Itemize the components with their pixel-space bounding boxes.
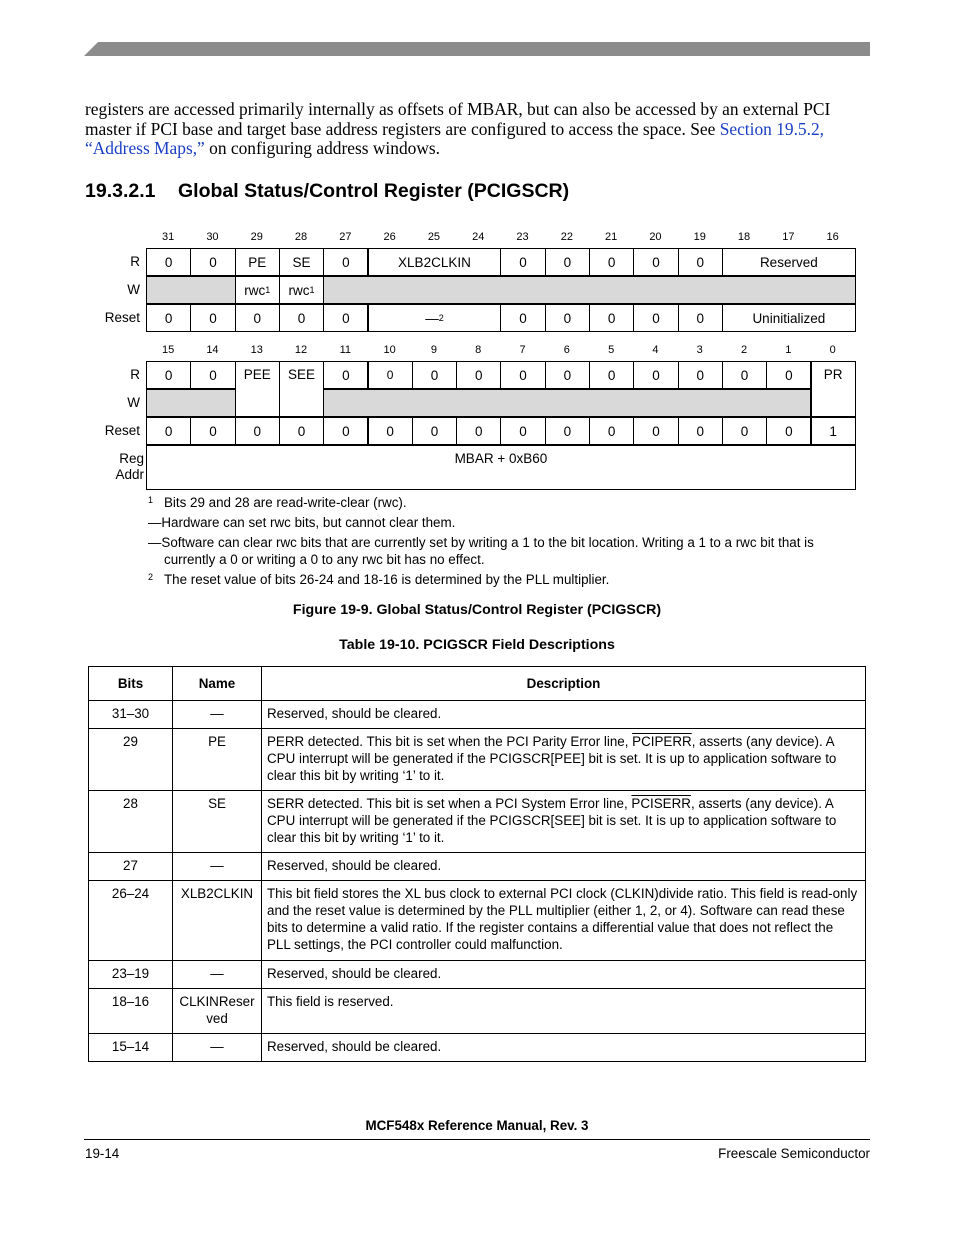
- write-reserved: [323, 276, 856, 304]
- bit-number: 11: [339, 344, 352, 356]
- reset-field: 0: [279, 417, 324, 445]
- write-rwc-pe: rwc 1: [235, 276, 280, 304]
- cell-description: SERR detected. This bit is set when a PCI System Error line, PCISERR, asserts (any device). A CPU interrupt will be generated if the PCIGSCR[SEE] bit is set. It is up to application software to clear this bit by writing ‘1’ to it.: [262, 791, 866, 853]
- read-field: 0: [456, 361, 501, 389]
- bit-number: 31: [162, 231, 175, 243]
- cell-description: Reserved, should be cleared.: [262, 701, 866, 729]
- write-reserved: [323, 389, 811, 417]
- table-row: [89, 961, 866, 989]
- bit-number: 17: [782, 231, 795, 243]
- reset-field: 0: [456, 417, 501, 445]
- bit-number: 23: [516, 231, 529, 243]
- bit-number: 27: [339, 231, 352, 243]
- read-field: XLB2CLKIN: [368, 248, 502, 276]
- reset-field: 0: [235, 417, 280, 445]
- figure-note: [148, 571, 858, 588]
- reset-field: 0: [190, 417, 235, 445]
- company-name: Freescale Semiconductor: [718, 1146, 870, 1161]
- row-label-read: R: [130, 367, 140, 382]
- bit-number: 20: [649, 231, 662, 243]
- read-field: 0: [323, 361, 368, 389]
- footer-title: MCF548x Reference Manual, Rev. 3: [365, 1118, 589, 1133]
- reset-field: 0: [678, 417, 723, 445]
- read-field: 0: [146, 248, 191, 276]
- cell-name: SE: [173, 791, 262, 853]
- section-number: 19.3.2.1: [85, 180, 156, 202]
- read-field: 0: [368, 361, 413, 389]
- cell-bits: 23–19: [89, 961, 173, 989]
- cell-name: —: [173, 1034, 262, 1062]
- register-address: MBAR + 0xB60: [146, 445, 856, 490]
- reset-field: 1: [811, 417, 856, 445]
- note-text: The reset value of bits 26-24 and 18-16 is determined by the PLL multiplier.: [164, 572, 610, 587]
- reset-field: 0: [412, 417, 457, 445]
- read-field: PEE: [235, 361, 280, 417]
- section-link[interactable]: Section 19.5.2, “Address Maps,”: [85, 118, 825, 158]
- table-header-row: [89, 667, 866, 701]
- read-field: PR: [811, 361, 856, 417]
- cell-description: PERR detected. This bit is set when the PCI Parity Error line, PCIPERR, asserts (any device). A CPU interrupt will be generated if the PCIGSCR[PEE] bit is set. It is up to application software to clear this bit by writing ‘1’ to it.: [262, 729, 866, 791]
- reset-field: 0: [323, 304, 368, 332]
- reset-field: 0: [235, 304, 280, 332]
- row-label-reset: Reset: [104, 310, 140, 325]
- bit-number: 9: [430, 344, 437, 356]
- write-rwc-se: rwc 1: [279, 276, 324, 304]
- bit-number: 29: [250, 231, 263, 243]
- reset-field: 0: [323, 417, 368, 445]
- reset-field: 0: [722, 417, 767, 445]
- reset-field: 0: [766, 417, 811, 445]
- row-label-reset: Reset: [104, 423, 140, 438]
- cell-bits: 26–24: [89, 881, 173, 961]
- read-field: PE: [235, 248, 280, 276]
- read-field: SEE: [279, 361, 324, 417]
- write-reserved: [146, 276, 236, 304]
- bit-number: 7: [519, 344, 526, 356]
- cell-name: XLB2CLKIN: [173, 881, 262, 961]
- row-label-read: R: [130, 254, 140, 269]
- read-field: 0: [722, 361, 767, 389]
- bit-number: 5: [608, 344, 615, 356]
- figure-note: [148, 534, 858, 568]
- table-row: [89, 853, 866, 881]
- cell-bits: 18–16: [89, 989, 173, 1034]
- table-row: [89, 1034, 866, 1062]
- bit-number: 28: [294, 231, 308, 243]
- reset-field: 0: [545, 417, 590, 445]
- reset-field: 0: [678, 304, 723, 332]
- read-field: 0: [146, 361, 191, 389]
- cell-description: This bit field stores the XL bus clock to external PCI clock (CLKIN)divide ratio. This field is read-only and the reset value is determined by the PLL multiplier (either 1, 2, or 4). Software can read these bits to determine a valid ratio. If the register contains a differential value that does not reflect the PLL settings, the PCI controller could malfunction.: [262, 881, 866, 961]
- bit-number: 19: [693, 231, 706, 243]
- note-marker: 1: [148, 495, 154, 505]
- cell-name: CLKINReser ved: [173, 989, 262, 1034]
- read-field: Reserved: [722, 248, 856, 276]
- reset-field: 0: [146, 304, 191, 332]
- cell-description: Reserved, should be cleared.: [262, 853, 866, 881]
- reset-field: 0: [500, 417, 545, 445]
- read-field: 0: [190, 248, 235, 276]
- intro-paragraph: registers are accessed primarily internally as offsets of MBAR, but can also be accessed by an external PCI master if PCI base and target base address registers are configured to access the space. See Section 19.5.2, “Address Maps,” on configuring address windows.: [85, 99, 831, 158]
- footer-divider: [84, 1139, 870, 1140]
- cell-bits: 29: [89, 729, 173, 791]
- read-field: 0: [412, 361, 457, 389]
- cell-name: PE: [173, 729, 262, 791]
- read-field: 0: [545, 361, 590, 389]
- bit-number: 1: [785, 344, 792, 356]
- reset-field: Uninitialized: [722, 304, 856, 332]
- bit-number: 15: [162, 344, 175, 356]
- note-text: Bits 29 and 28 are read-write-clear (rwc).: [164, 495, 407, 510]
- reset-field: 0: [589, 417, 634, 445]
- note-text: —Software can clear rwc bits that are currently set by writing a 1 to the bit location. Writing a 1 to a rwc bit that is currently a 0 or writing a 0 to any rwc bit has no effect.: [148, 535, 814, 567]
- column-header-name: Name: [173, 667, 262, 701]
- column-header-description: Description: [262, 667, 866, 701]
- reset-field: 0: [368, 417, 413, 445]
- cell-bits: 15–14: [89, 1034, 173, 1062]
- register-diagram: [0, 0, 954, 500]
- bit-number: 4: [652, 344, 659, 356]
- cell-bits: 27: [89, 853, 173, 881]
- read-field: 0: [190, 361, 235, 389]
- cell-description: Reserved, should be cleared.: [262, 961, 866, 989]
- figure-caption: Figure 19-9. Global Status/Control Register (PCIGSCR): [292, 602, 662, 618]
- read-field: 0: [633, 361, 678, 389]
- read-field: 0: [589, 248, 634, 276]
- reset-field: 0: [146, 417, 191, 445]
- table-row: [89, 881, 866, 961]
- bit-number: 14: [206, 344, 219, 356]
- reset-field: 0: [545, 304, 590, 332]
- bit-number: 0: [829, 344, 836, 356]
- bit-number: 12: [294, 344, 308, 356]
- cell-bits: 31–30: [89, 701, 173, 729]
- reset-field: 0: [500, 304, 545, 332]
- bit-number: 18: [737, 231, 751, 243]
- bit-number: 22: [560, 231, 573, 243]
- bit-number: 6: [563, 344, 570, 356]
- bit-number: 2: [740, 344, 748, 356]
- row-label-write: W: [127, 395, 140, 410]
- bit-number: 30: [206, 231, 219, 243]
- reset-field: 0: [190, 304, 235, 332]
- row-label-addr: Addr: [115, 467, 144, 482]
- table-row: [89, 791, 866, 853]
- bit-number: 24: [472, 231, 485, 243]
- read-field: 0: [678, 361, 723, 389]
- reset-field: 0: [633, 417, 678, 445]
- figure-notes: [148, 494, 858, 591]
- table-row: [89, 989, 866, 1034]
- note-text: —Hardware can set rwc bits, but cannot clear them.: [148, 515, 456, 530]
- read-field: 0: [500, 361, 545, 389]
- cell-bits: 28: [89, 791, 173, 853]
- read-field: 0: [678, 248, 723, 276]
- read-field: 0: [633, 248, 678, 276]
- bit-number: 16: [826, 231, 839, 243]
- row-label-reg: Reg: [119, 451, 144, 466]
- figure-note: [148, 514, 858, 531]
- table-caption: Table 19-10. PCIGSCR Field Descriptions: [339, 637, 615, 653]
- cell-description: Reserved, should be cleared.: [262, 1034, 866, 1062]
- reset-field: 0: [279, 304, 324, 332]
- bit-number: 13: [250, 344, 263, 356]
- figure-note: [148, 494, 858, 511]
- bit-number: 10: [383, 344, 396, 356]
- cell-description: This field is reserved.: [262, 989, 866, 1034]
- column-header-bits: Bits: [89, 667, 173, 701]
- read-field: 0: [323, 248, 368, 276]
- bit-number: 21: [605, 231, 618, 243]
- cell-name: —: [173, 701, 262, 729]
- bit-number: 8: [475, 344, 482, 356]
- active-low-signal: PCISERR: [631, 796, 691, 811]
- field-description-table: [88, 666, 866, 1062]
- cell-name: —: [173, 961, 262, 989]
- reset-field: — 2: [368, 304, 502, 332]
- bit-number: 25: [427, 231, 441, 243]
- cell-name: —: [173, 853, 262, 881]
- bit-number: 26: [383, 231, 396, 243]
- read-field: 0: [766, 361, 811, 389]
- read-field: SE: [279, 248, 324, 276]
- table-row: [89, 729, 866, 791]
- row-label-write: W: [127, 282, 140, 297]
- section-title: Global Status/Control Register (PCIGSCR): [178, 180, 570, 202]
- reset-field: 0: [589, 304, 634, 332]
- table-row: [89, 701, 866, 729]
- read-field: 0: [500, 248, 545, 276]
- read-field: 0: [589, 361, 634, 389]
- write-reserved: [146, 389, 236, 417]
- note-marker: 2: [148, 572, 154, 582]
- active-low-signal: PCIPERR: [632, 734, 692, 749]
- read-field: 0: [545, 248, 590, 276]
- page-number: 19-14: [85, 1146, 120, 1161]
- bit-number: 3: [696, 344, 703, 356]
- reset-field: 0: [633, 304, 678, 332]
